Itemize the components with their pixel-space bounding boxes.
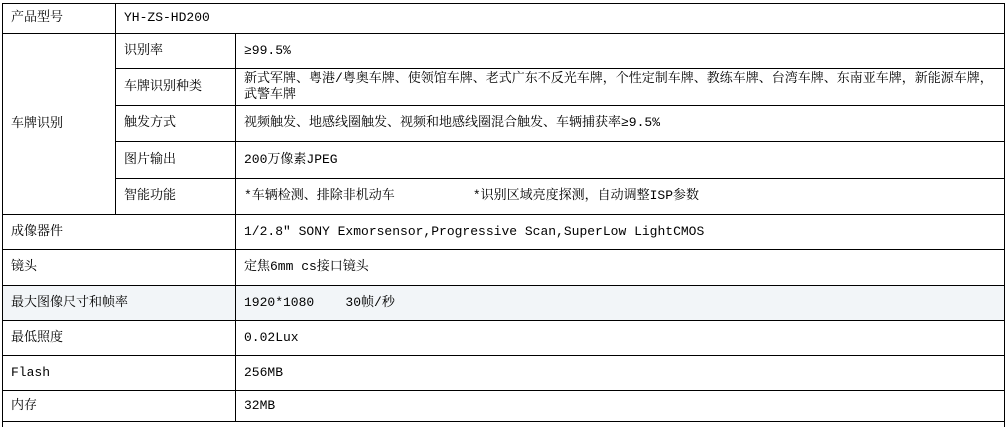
table-row [3, 286, 1005, 321]
plate-types-label: 车牌识别种类 [116, 69, 236, 106]
product-model-label: 产品型号 [3, 4, 116, 34]
recognition-rate-label: 识别率 [116, 34, 236, 69]
trigger-mode-label: 触发方式 [116, 106, 236, 142]
max-image-size-value: 1920*1080 30帧/秒 [236, 286, 1005, 321]
plate-recognition-group-label: 车牌识别 [3, 34, 116, 215]
table-row [3, 179, 1005, 215]
smart-functions-value: *车辆检测、排除非机动车 *识别区域亮度探测，自动调整ISP参数 [236, 179, 1005, 215]
table-row [3, 356, 1005, 391]
table-row [3, 106, 1005, 142]
table-row [3, 142, 1005, 179]
max-image-size-label: 最大图像尺寸和帧率 [3, 286, 236, 321]
product-spec-table [2, 3, 1005, 427]
min-illumination-label: 最低照度 [3, 321, 236, 356]
lens-label: 镜头 [3, 250, 236, 286]
partial-row-cell [3, 422, 1005, 427]
image-sensor-value: 1/2.8″ SONY Exmorsensor,Progressive Scan,SuperLow LightCMOS [236, 215, 1005, 250]
lens-value: 定焦6mm cs接口镜头 [236, 250, 1005, 286]
table-row [3, 34, 1005, 69]
memory-label: 内存 [3, 391, 236, 422]
table-row [3, 391, 1005, 422]
table-row-partial [3, 422, 1005, 427]
table-row [3, 69, 1005, 106]
image-output-label: 图片输出 [116, 142, 236, 179]
min-illumination-value: 0.02Lux [236, 321, 1005, 356]
flash-label: Flash [3, 356, 236, 391]
smart-functions-label: 智能功能 [116, 179, 236, 215]
trigger-mode-value: 视频触发、地感线圈触发、视频和地感线圈混合触发、车辆捕获率≥9.5% [236, 106, 1005, 142]
table-row [3, 4, 1005, 34]
memory-value: 32MB [236, 391, 1005, 422]
flash-value: 256MB [236, 356, 1005, 391]
recognition-rate-value: ≥99.5% [236, 34, 1005, 69]
image-output-value: 200万像素JPEG [236, 142, 1005, 179]
product-model-value: YH-ZS-HD200 [116, 4, 1005, 34]
table-row [3, 250, 1005, 286]
image-sensor-label: 成像器件 [3, 215, 236, 250]
table-row [3, 321, 1005, 356]
table-row [3, 215, 1005, 250]
plate-types-value: 新式军牌、粤港/粤奥车牌、使领馆车牌、老式广东不反光车牌，个性定制车牌、教练车牌、台湾车牌、东南亚车牌，新能源车牌，武警车牌 [236, 69, 1005, 106]
